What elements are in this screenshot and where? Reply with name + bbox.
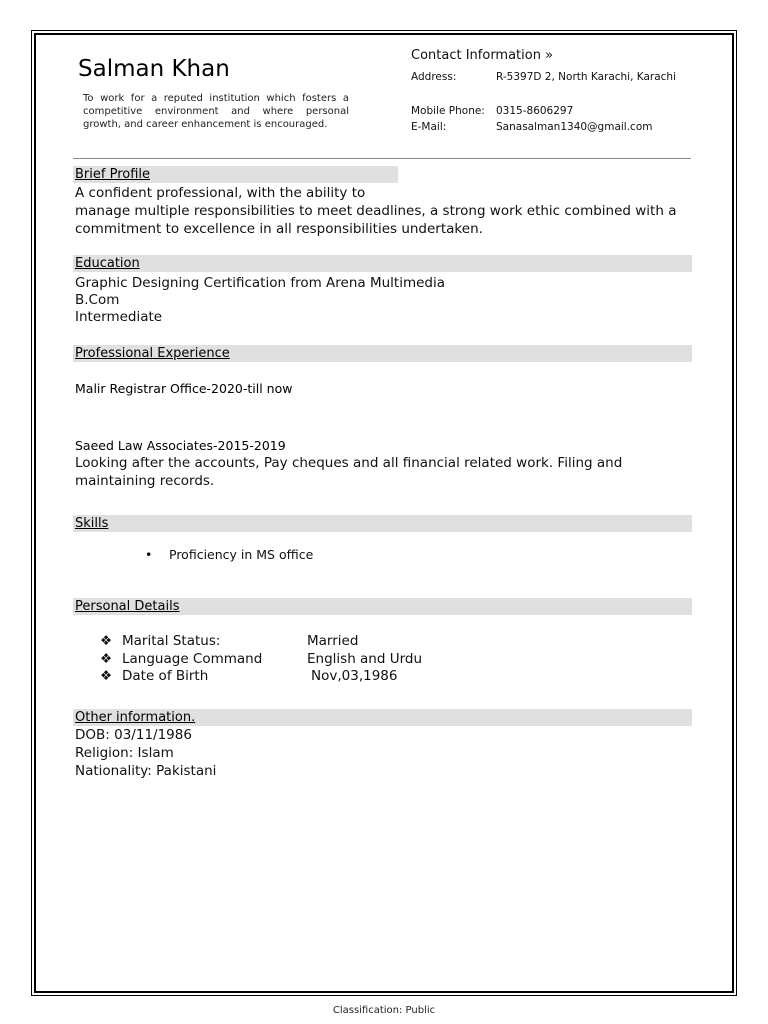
personal-value: English and Urdu: [307, 651, 423, 667]
diamond-bullet-icon: ❖: [100, 633, 113, 649]
education-item: Graphic Designing Certification from Arena Multimedia: [75, 275, 445, 291]
brief-profile-line: manage multiple responsibilities to meet deadlines, a strong work ethic combined with a: [75, 203, 677, 219]
skill-label: Proficiency in MS office: [169, 547, 314, 562]
section-bar-education: [73, 255, 692, 272]
classification-footer: Classification: Public: [332, 1005, 436, 1016]
brief-profile-line: commitment to excellence in all responsibilities undertaken.: [75, 221, 483, 237]
section-bar-skills: [73, 515, 692, 532]
job-description-line: Looking after the accounts, Pay cheques and all financial related work. Filing and: [75, 455, 623, 471]
phone-label: Mobile Phone:: [411, 105, 485, 117]
contact-title: Contact Information »: [411, 48, 554, 63]
phone-value: 0315-8606297: [496, 105, 574, 117]
job-title: Saeed Law Associates-2015-2019: [75, 438, 286, 453]
section-title-other: Other information.: [75, 710, 196, 725]
section-title-personal: Personal Details: [75, 599, 180, 614]
personal-value: Nov,03,1986: [311, 668, 398, 684]
skill-item: [145, 547, 313, 562]
email-value: Sanasalman1340@gmail.com: [496, 121, 653, 133]
personal-label: Language Command: [122, 651, 263, 667]
brief-profile-line: A confident professional, with the ability to: [75, 185, 366, 201]
education-item: B.Com: [75, 292, 120, 308]
personal-label: Date of Birth: [122, 668, 209, 684]
section-title-experience: Professional Experience: [75, 346, 230, 361]
career-objective: To work for a reputed institution which fosters a competitive environment and where personal growth, and career enhancement is encouraged.: [83, 93, 349, 130]
candidate-name: Salman Khan: [78, 56, 230, 82]
diamond-bullet-icon: ❖: [100, 668, 113, 684]
bullet-icon: •: [145, 547, 153, 562]
other-info-line: Nationality: Pakistani: [75, 763, 217, 779]
address-value: R-5397D 2, North Karachi, Karachi: [496, 71, 677, 83]
section-title-brief-profile: Brief Profile: [75, 167, 151, 182]
email-label: E-Mail:: [411, 121, 447, 133]
other-info-line: DOB: 03/11/1986: [75, 727, 192, 743]
job-description-line: maintaining records.: [75, 473, 215, 489]
address-label: Address:: [411, 71, 457, 83]
section-title-education: Education: [75, 256, 140, 271]
education-item: Intermediate: [75, 309, 163, 325]
personal-value: Married: [307, 633, 359, 649]
diamond-bullet-icon: ❖: [100, 651, 113, 667]
header-divider: [73, 158, 691, 159]
personal-label: Marital Status:: [122, 633, 221, 649]
job-title: Malir Registrar Office-2020-till now: [75, 381, 293, 396]
section-title-skills: Skills: [75, 516, 109, 531]
other-info-line: Religion: Islam: [75, 745, 174, 761]
